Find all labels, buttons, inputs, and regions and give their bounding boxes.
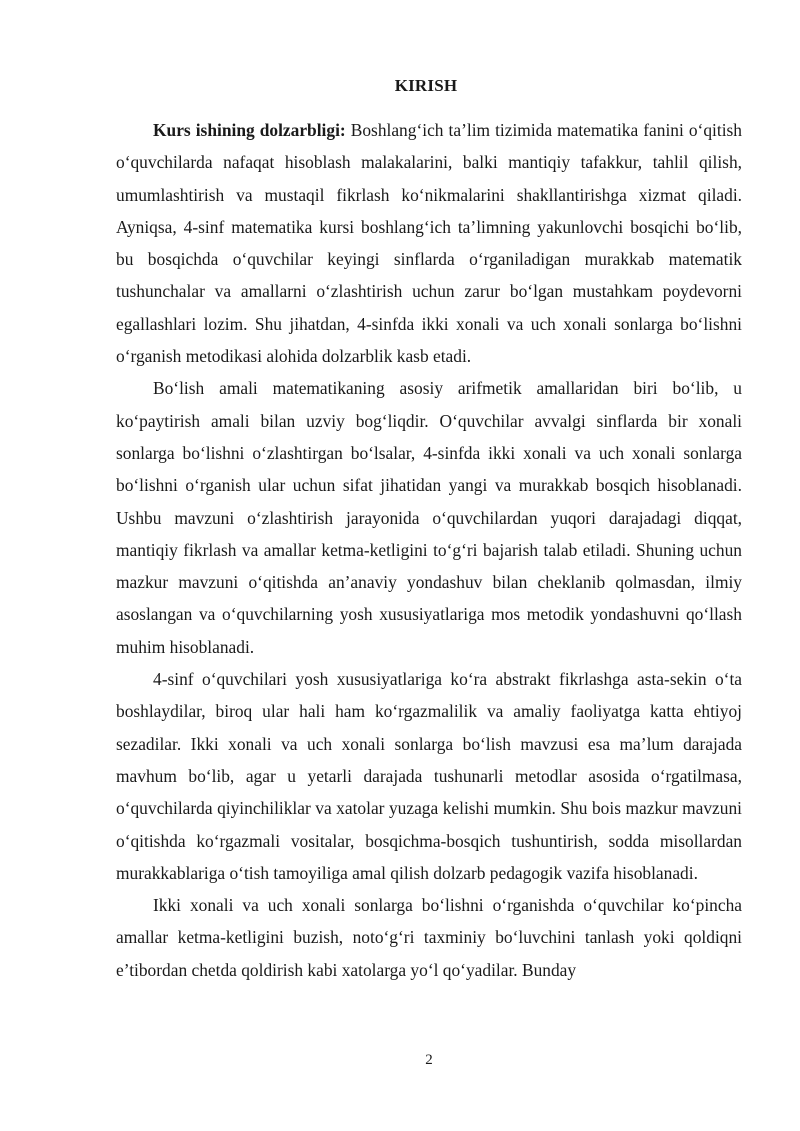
paragraph-lead: Kurs ishining dolzarbligi: (153, 120, 346, 140)
paragraph-age-features: 4-sinf o‘quvchilari yosh xususiyatlariga ko‘ra abstrakt fikrlashga asta-sekin o‘ta boshlaydilar, biroq ular hali ham ko‘rgazmalilik va amaliy faoliyatga katta ehtiyoj sezadilar. Ikki xonali va uch xonali sonlarga bo‘lish mavzusi esa ma’lum darajada mavhum bo‘lib, agar u yetarli darajada tushunarli metodlar asosida o‘rgatilmasa, o‘quvchilarda qiyinchiliklar va xatolar yuzaga kelishi mumkin. Shu bois mazkur mavzuni o‘qitishda ko‘rgazmali vositalar, bosqichma-bosqich tushuntirish, sodda misollardan murakkablariga o‘tish tamoyiliga amal qilish dolzarb pedagogik vazifa hisoblanadi. (116, 669, 742, 883)
section-heading: KIRISH (394, 76, 458, 95)
paragraph-relevance (116, 114, 742, 372)
page-number: 2 (425, 1052, 433, 1068)
document-body (116, 114, 742, 986)
paragraph-division-operation: Bo‘lish amali matematikaning asosiy arifmetik amallaridan biri bo‘lib, u ko‘paytirish amali bilan uzviy bog‘liqdir. O‘quvchilar avvalgi sinflarda bir xonali sonlarga bo‘lishni o‘zlashtirgan bo‘lsalar, 4-sinfda ikki xonali va uch xonali sonlarga bo‘lishni o‘rganish ular uchun sifat jihatidan yangi va murakkab bosqich hisoblanadi. Ushbu mavzuni o‘zlashtirish jarayonida o‘quvchilardan yuqori darajadagi diqqat, mantiqiy fikrlash va amallar ketma-ketligini to‘g‘ri bajarish talab etiladi. Shuning uchun mazkur mavzuni o‘qitishda an’anaviy yondashuv bilan cheklanib qolmasdan, ilmiy asoslangan va o‘quvchilarning yosh xususiyatlariga mos metodik yondashuvni qo‘llash muhim hisoblanadi. (116, 378, 742, 657)
paragraph-common-errors: Ikki xonali va uch xonali sonlarga bo‘lishni o‘rganishda o‘quvchilar ko‘pincha amallar ketma-ketligini buzish, noto‘g‘ri taxminiy bo‘luvchini tanlash yoki qoldiqni e’tibordan chetda qoldirish kabi xatolarga yo‘l qo‘yadilar. Bunday (116, 895, 742, 980)
paragraph-text: Boshlang‘ich ta’lim tizimida matematika fanini o‘qitish o‘quvchilarda nafaqat hisoblash malakalarini, balki mantiqiy tafakkur, tahlil qilish, umumlashtirish va mustaqil fikrlash ko‘nikmalarini shakllantirishga xizmat qiladi. Ayniqsa, 4-sinf matematika kursi boshlang‘ich ta’limning yakunlovchi bosqichi bo‘lib, bu bosqichda o‘quvchilar keyingi sinflarda o‘rganiladigan murakkab matematik tushunchalar va amallarni o‘zlashtirish uchun zarur bo‘lgan mustahkam poydevorni egallashlari lozim. Shu jihatdan, 4-sinfda ikki xonali va uch xonali sonlarga bo‘lishni o‘rganish metodikasi alohida dolzarblik kasb etadi. (116, 120, 742, 367)
